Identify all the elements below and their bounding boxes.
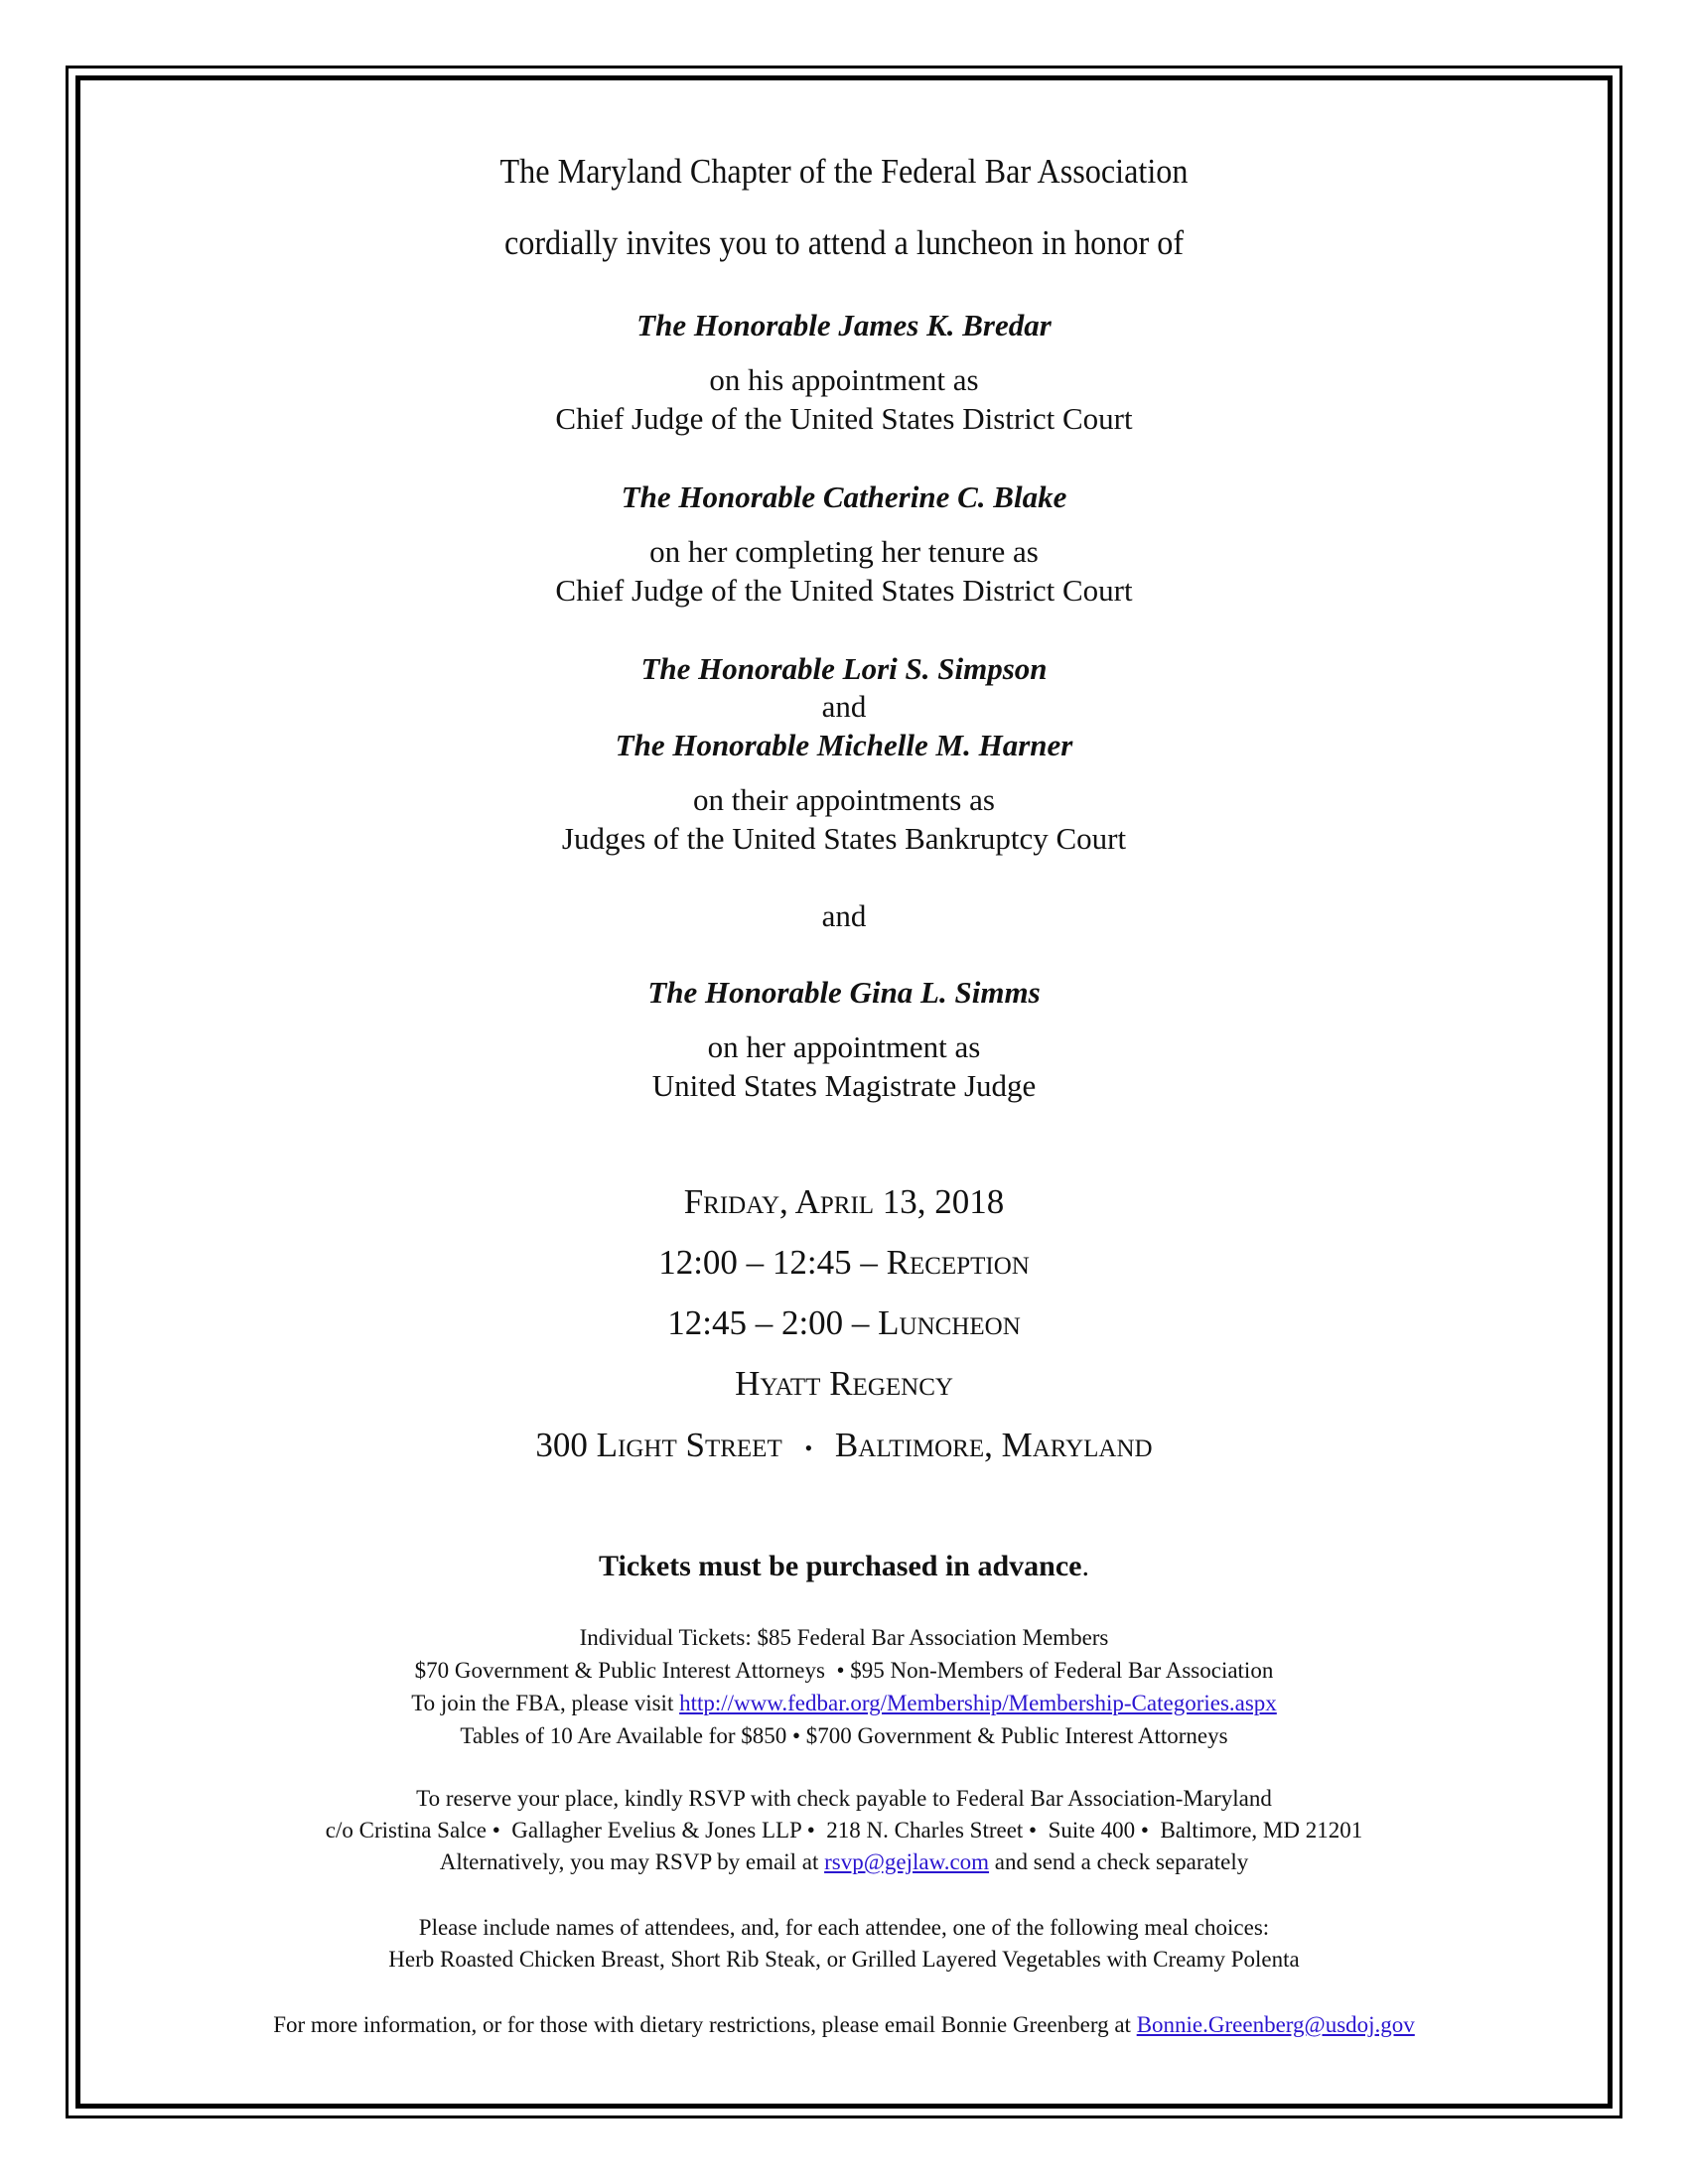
honoree-title: Chief Judge of the United States District Court [555,573,1133,608]
honoree-title: United States Magistrate Judge [651,1068,1037,1103]
tickets-heading-period: . [1081,1550,1089,1582]
contact-email-link[interactable]: Bonnie.Greenberg@usdoj.gov [1136,2012,1415,2037]
honoree-name-blake: The Honorable Catherine C. Blake [621,479,1067,514]
contact-line [0,2013,1688,2036]
rsvp-email-line [0,1850,1688,1873]
address-street: 300 Light Street [535,1426,782,1464]
invitation-host-line: The Maryland Chapter of the Federal Bar Association [499,152,1189,191]
contact-text: For more information, or for those with dietary restrictions, please email Bonnie Greenberg at [273,2012,1137,2037]
honoree-occasion: on his appointment as [709,362,979,397]
rsvp-address: c/o Cristina Salce • Gallagher Evelius & Jones LLP • 218 N. Charles Street • Suite 400 • Baltimore, MD 21201 [325,1818,1363,1843]
join-fba-line [0,1692,1688,1714]
tickets-heading [0,1552,1688,1581]
table-pricing: Tables of 10 Are Available for $850 • $700 Government & Public Interest Attorneys [460,1723,1228,1748]
event-reception-time: 12:00 – 12:45 – Reception [658,1243,1030,1282]
honoree-title: Chief Judge of the United States District Court [555,401,1133,436]
honoree-name-simpson: The Honorable Lori S. Simpson [640,651,1048,686]
honoree-separator: and [821,898,867,933]
honoree-name-harner: The Honorable Michelle M. Harner [615,728,1073,762]
rsvp-email-prefix: Alternatively, you may RSVP by email at [439,1849,825,1874]
event-date: Friday, April 13, 2018 [683,1182,1005,1221]
meal-choices: Herb Roasted Chicken Breast, Short Rib Steak, or Grilled Layered Vegetables with Creamy Polenta [388,1947,1300,1972]
honoree-name-bredar: The Honorable James K. Bredar [636,308,1052,342]
honoree-name-simms: The Honorable Gina L. Simms [647,975,1041,1010]
honoree-occasion: on her completing her tenure as [649,534,1039,569]
ticket-price-members: Individual Tickets: $85 Federal Bar Association Members [579,1625,1109,1650]
meal-instructions: Please include names of attendees, and, for each attendee, one of the following meal choices: [418,1915,1270,1940]
tickets-heading-text: Tickets must be purchased in advance [599,1550,1082,1582]
rsvp-email-link[interactable]: rsvp@gejlaw.com [824,1849,990,1874]
bullet-separator: • [804,1434,813,1460]
rsvp-email-suffix: and send a check separately [989,1849,1249,1874]
honoree-occasion: on her appointment as [707,1029,981,1064]
ticket-price-gov-nonmembers: $70 Government & Public Interest Attorneys • $95 Non-Members of Federal Bar Association [414,1658,1274,1683]
event-luncheon-time: 12:45 – 2:00 – Luncheon [667,1303,1021,1342]
address-city: Baltimore, Maryland [834,1426,1153,1464]
honoree-occasion: on their appointments as [693,782,995,817]
honoree-title: Judges of the United States Bankruptcy Court [561,821,1127,856]
event-venue: Hyatt Regency [735,1364,953,1403]
event-address [0,1428,1688,1462]
fba-membership-link[interactable]: http://www.fedbar.org/Membership/Membership-Categories.aspx [679,1691,1277,1715]
join-fba-text: To join the FBA, please visit [411,1691,680,1715]
invitation-intro-line: cordially invites you to attend a luncheon in honor of [503,223,1185,262]
rsvp-instructions: To reserve your place, kindly RSVP with check payable to Federal Bar Association-Maryland [416,1786,1272,1811]
honoree-joiner: and [821,689,867,724]
